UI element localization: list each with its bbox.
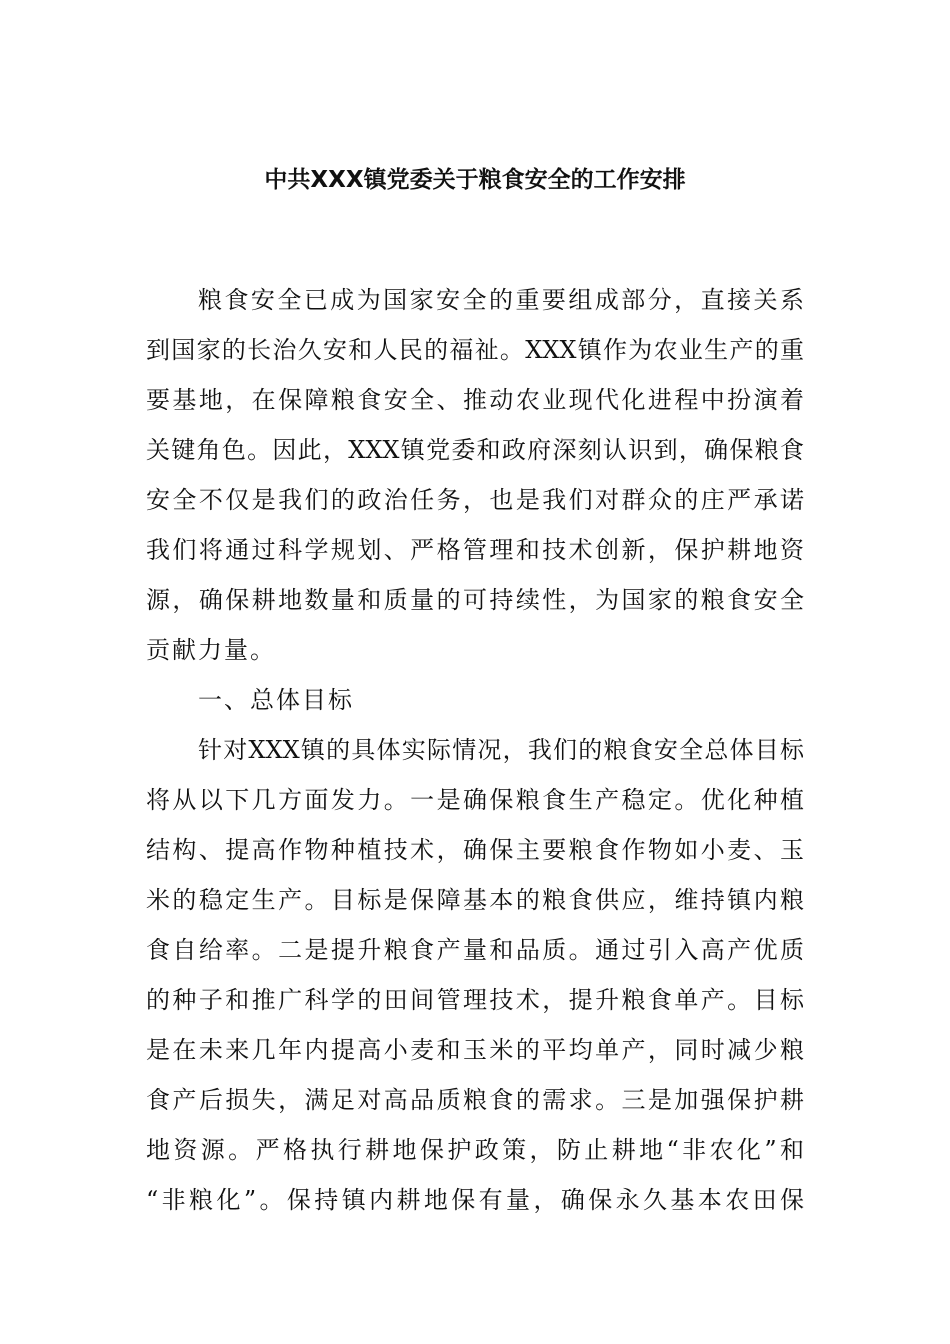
paragraph-line: 贡献力量。 — [146, 636, 276, 664]
document-body — [146, 275, 804, 1225]
paragraph-line: “非粮化”。保持镇内耕地保有量，确保永久基本农田保 — [146, 1186, 804, 1214]
paragraph-line: 到国家的长治久安和人民的福祉。XXX镇作为农业生产的重 — [146, 336, 804, 364]
document-title: 中共XXX镇党委关于粮食安全的工作安排 — [264, 167, 686, 193]
paragraph-line: 我们将通过科学规划、严格管理和技术创新，保护耕地资 — [146, 536, 804, 564]
paragraph-line: 要基地，在保障粮食安全、推动农业现代化进程中扮演着 — [146, 386, 804, 414]
paragraph-line: 安全不仅是我们的政治任务，也是我们对群众的庄严承诺 — [146, 486, 804, 514]
paragraph-line: 是在未来几年内提高小麦和玉米的平均单产，同时减少粮 — [146, 1036, 804, 1064]
paragraph-line: 的种子和推广科学的田间管理技术，提升粮食单产。目标 — [146, 986, 804, 1014]
paragraph-line: 食自给率。二是提升粮食产量和品质。通过引入高产优质 — [146, 936, 804, 964]
paragraph-line: 关键角色。因此，XXX镇党委和政府深刻认识到，确保粮食 — [146, 436, 804, 464]
paragraph-line: 源，确保耕地数量和质量的可持续性，为国家的粮食安全 — [146, 586, 804, 614]
paragraph-line: 地资源。严格执行耕地保护政策，防止耕地“非农化”和 — [146, 1136, 804, 1164]
paragraph-line: 将从以下几方面发力。一是确保粮食生产稳定。优化种植 — [146, 786, 804, 814]
section-heading: 一、总体目标 — [198, 686, 354, 714]
paragraph-line: 针对XXX镇的具体实际情况，我们的粮食安全总体目标 — [198, 736, 804, 764]
paragraph-line: 结构、提高作物种植技术，确保主要粮食作物如小麦、玉 — [146, 836, 804, 864]
paragraph-line: 粮食安全已成为国家安全的重要组成部分，直接关系 — [198, 286, 804, 314]
paragraph-line: 米的稳定生产。目标是保障基本的粮食供应，维持镇内粮 — [146, 886, 804, 914]
paragraph-line: 食产后损失，满足对高品质粮食的需求。三是加强保护耕 — [146, 1086, 804, 1114]
